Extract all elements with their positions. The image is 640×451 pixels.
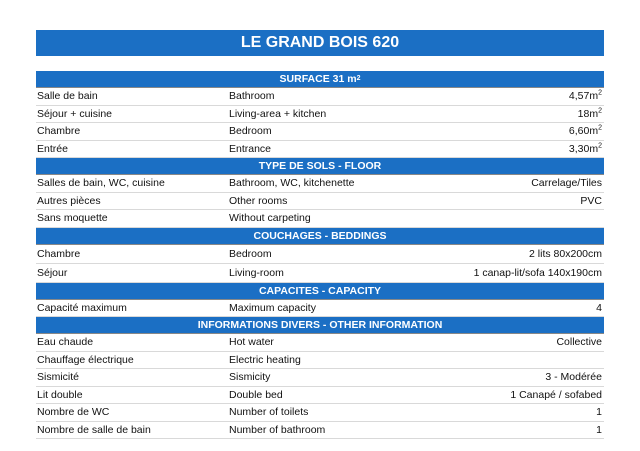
value-exponent: 2 — [598, 124, 602, 132]
label-en: Bathroom, WC, kitchenette — [229, 177, 355, 190]
label-fr: Entrée — [37, 142, 68, 155]
section-title: SURFACE 31 m — [279, 73, 357, 85]
label-en: Sismicity — [229, 371, 271, 384]
label-fr: Autres pièces — [37, 194, 101, 207]
table-row — [36, 264, 604, 283]
label-fr: Eau chaude — [37, 336, 94, 349]
label-en: Number of bathroom — [229, 423, 326, 436]
table-row — [36, 422, 604, 440]
table-row — [36, 369, 604, 387]
label-fr: Sans moquette — [37, 212, 108, 225]
table-row — [36, 387, 604, 405]
label-fr: Sismicité — [37, 371, 80, 384]
label-en: Bedroom — [229, 125, 272, 138]
label-fr: Salle de bain — [37, 90, 98, 103]
section-header-surface: SURFACE 31 m 2 — [36, 71, 604, 88]
label-en: Bedroom — [229, 247, 272, 260]
value-exponent: 2 — [598, 107, 602, 115]
label-en: Living-room — [229, 266, 284, 279]
table-row — [36, 334, 604, 352]
table-row — [36, 352, 604, 370]
table-row — [36, 245, 604, 264]
row-value: PVC — [580, 194, 602, 207]
label-en: Electric heating — [229, 353, 301, 366]
table-row — [36, 141, 604, 159]
table-row — [36, 193, 604, 211]
section-header-beddings: COUCHAGES - BEDDINGS — [36, 228, 604, 245]
row-value: 2 lits 80x200cm — [529, 247, 602, 260]
label-fr: Capacité maximum — [37, 301, 127, 314]
row-value: 1 — [596, 423, 602, 436]
section-header-info: INFORMATIONS DIVERS - OTHER INFORMATION — [36, 317, 604, 334]
value-text: 6,60m — [568, 125, 599, 138]
page-title: LE GRAND BOIS 620 — [36, 30, 604, 56]
table-row — [36, 404, 604, 422]
label-en: Maximum capacity — [229, 301, 316, 314]
label-fr: Séjour + cuisine — [37, 107, 113, 120]
info-sheet — [36, 71, 604, 439]
label-en: Bathroom — [229, 90, 275, 103]
label-en: Living-area + kitchen — [229, 107, 327, 120]
label-en: Double bed — [229, 388, 283, 401]
row-value: Collective — [556, 336, 602, 349]
label-en: Without carpeting — [229, 212, 311, 225]
label-en: Number of toilets — [229, 406, 309, 419]
row-value: 1 canap-lit/sofa 140x190cm — [473, 266, 602, 279]
table-row — [36, 175, 604, 193]
value-text: 4,57m — [568, 90, 599, 103]
label-en: Entrance — [229, 142, 272, 155]
value-exponent: 2 — [598, 142, 602, 150]
label-fr: Nombre de WC — [37, 406, 110, 419]
label-fr: Chauffage électrique — [37, 353, 134, 366]
row-value: 1 — [596, 406, 602, 419]
row-value — [449, 143, 604, 155]
value-text: 3,30m — [568, 142, 599, 155]
section-header-floor: TYPE DE SOLS - FLOOR — [36, 158, 604, 175]
row-value: 3 - Modérée — [545, 371, 602, 384]
table-row — [36, 106, 604, 124]
label-en: Other rooms — [229, 194, 288, 207]
row-value — [449, 90, 604, 102]
table-row — [36, 300, 604, 318]
row-value — [449, 108, 604, 120]
table-row — [36, 123, 604, 141]
label-fr: Salles de bain, WC, cuisine — [37, 177, 165, 190]
row-value — [449, 125, 604, 137]
row-value: 1 Canapé / sofabed — [510, 388, 602, 401]
label-fr: Séjour — [37, 266, 68, 279]
section-header-capacity: CAPACITES - CAPACITY — [36, 283, 604, 300]
value-text: 18m — [577, 107, 599, 120]
label-fr: Lit double — [37, 388, 83, 401]
label-fr: Nombre de salle de bain — [37, 423, 151, 436]
row-value: Carrelage/Tiles — [531, 177, 602, 190]
label-fr: Chambre — [37, 247, 81, 260]
label-fr: Chambre — [37, 125, 81, 138]
row-value: 4 — [596, 301, 602, 314]
value-exponent: 2 — [598, 89, 602, 97]
table-row — [36, 88, 604, 106]
table-row — [36, 210, 604, 228]
label-en: Hot water — [229, 336, 274, 349]
